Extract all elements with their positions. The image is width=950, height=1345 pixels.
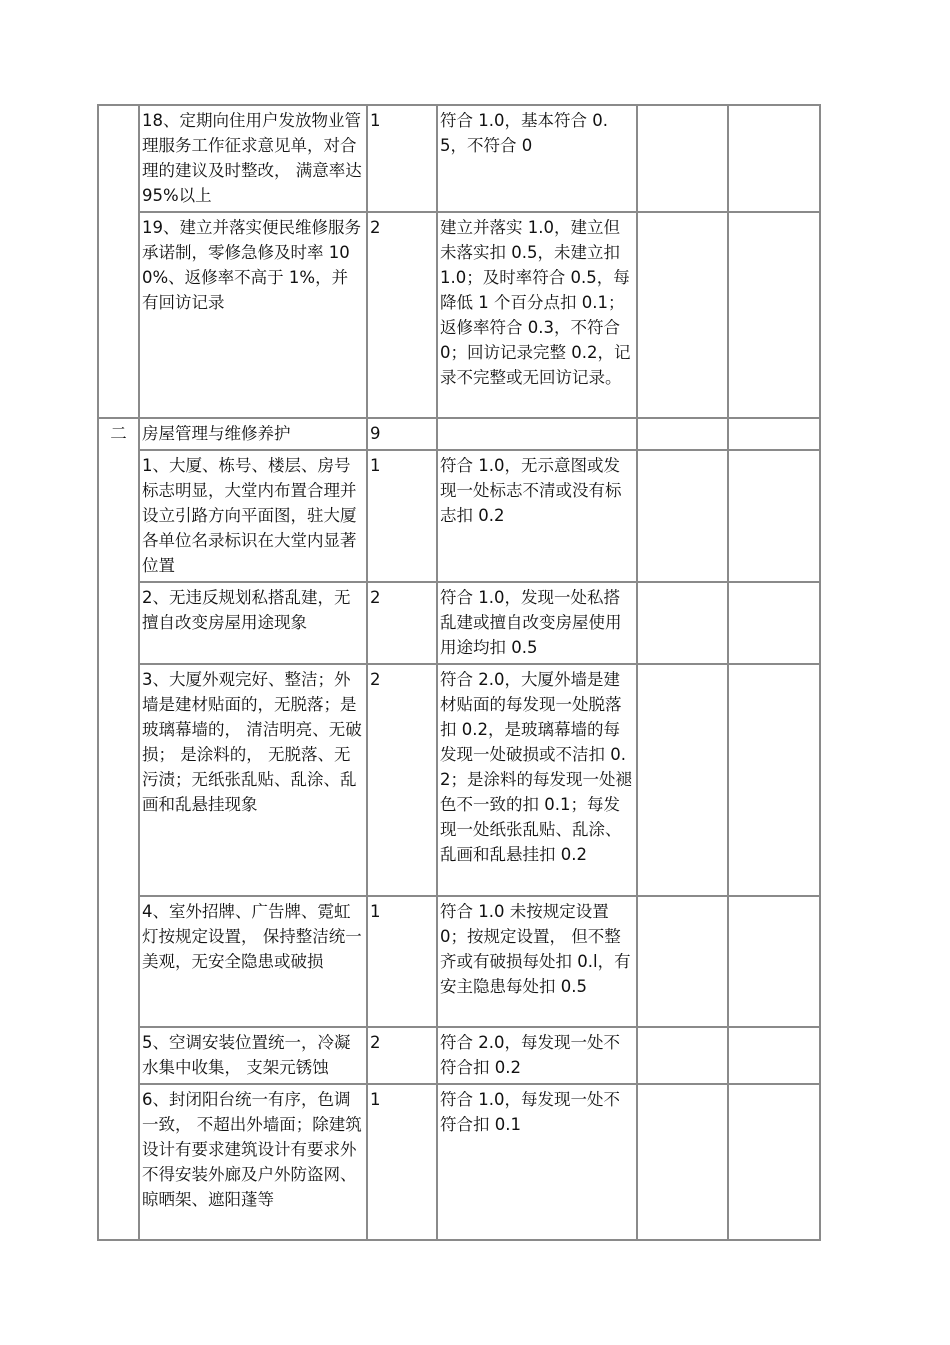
criteria-cell: 符合 1.0，无示意图或发现一处标志不清或没有标志扣 0.2 [437,450,637,582]
score-cell: 1 [367,450,437,582]
item-cell: 6、封闭阳台统一有序，色调一致， 不超出外墙面；除建筑设计有要求建筑设计有要求外不得安装外廊及户外防盗网、 晾晒架、遮阳蓬等 [139,1084,367,1240]
criteria-cell: 符合 1.0，发现一处私搭乱建或擅自改变房屋使用用途均扣 0.5 [437,582,637,664]
score-cell: 2 [367,664,437,896]
blank-cell [637,664,728,896]
item-cell: 19、建立并落实便民维修服务承诺制，零修急修及时率 100%、返修率不高于 1%，并有回访记录 [139,212,367,418]
score-cell: 2 [367,582,437,664]
item-cell: 1、大厦、栋号、楼层、房号标志明显，大堂内布置合理并设立引路方向平面图，驻大厦各单位名录标识在大堂内显著位置 [139,450,367,582]
item-cell: 2、无违反规划私搭乱建，无擅自改变房屋用途现象 [139,582,367,664]
criteria-cell: 符合 2.0，大厦外墙是建材贴面的每发现一处脱落扣 0.2，是玻璃幕墙的每发现一处破损或不洁扣 0.2；是涂料的每发现一处褪色不一致的扣 0.1；每发现一处纸张乱贴、乱涂、乱画和乱悬挂扣 0.2 [437,664,637,896]
table-row [98,418,820,450]
blank-cell [637,105,728,212]
item-cell: 5、空调安装位置统一，冷凝水集中收集， 支架元锈蚀 [139,1027,367,1084]
score-cell: 2 [367,212,437,418]
section-cell: 二 [98,418,139,1240]
blank-cell [437,418,637,450]
criteria-cell: 符合 1.0 未按规定设置 0；按规定设置， 但不整齐或有破损每处扣 0.l，有安主隐患每处扣 0.5 [437,896,637,1027]
blank-cell [637,450,728,582]
criteria-cell: 符合 1.0，每发现一处不符合扣 0.1 [437,1084,637,1240]
score-cell: 1 [367,1084,437,1240]
score-cell: 9 [367,418,437,450]
blank-cell [637,418,728,450]
blank-cell [728,582,820,664]
item-cell: 3、大厦外观完好、整洁；外墙是建材贴面的，无脱落；是玻璃幕墙的， 清洁明亮、无破损； 是涂料的， 无脱落、无污渍；无纸张乱贴、乱涂、乱画和乱悬挂现象 [139,664,367,896]
blank-cell [728,212,820,418]
blank-cell [728,105,820,212]
table-row [98,1084,820,1240]
score-cell: 2 [367,1027,437,1084]
table-row [98,450,820,582]
score-cell: 1 [367,105,437,212]
blank-cell [728,1027,820,1084]
blank-cell [637,212,728,418]
table-row [98,212,820,418]
criteria-cell: 符合 2.0，每发现一处不符合扣 0.2 [437,1027,637,1084]
blank-cell [637,1084,728,1240]
item-cell: 18、定期向住用户发放物业管理服务工作征求意见单，对合理的建议及时整改， 满意率达 95%以上 [139,105,367,212]
criteria-cell: 符合 1.0，基本符合 0.5，不符合 0 [437,105,637,212]
blank-cell [637,896,728,1027]
table-row [98,105,820,212]
evaluation-table [97,104,821,1241]
score-cell: 1 [367,896,437,1027]
table-row [98,1027,820,1084]
section-title: 房屋管理与维修养护 [139,418,367,450]
criteria-cell: 建立并落实 1.0，建立但未落实扣 0.5，未建立扣 1.0；及时率符合 0.5，每降低 1 个百分点扣 0.1；返修率符合 0.3，不符合 0；回访记录完整 0.2，记录不完整或无回访记录。 [437,212,637,418]
table-row [98,664,820,896]
blank-cell [728,1084,820,1240]
blank-cell [637,1027,728,1084]
blank-cell [637,582,728,664]
blank-cell [728,418,820,450]
blank-cell [728,450,820,582]
table-row [98,582,820,664]
section-cell [98,105,139,418]
table-row [98,896,820,1027]
item-cell: 4、室外招牌、广告牌、霓虹灯按规定设置， 保持整洁统一美观，无安全隐患或破损 [139,896,367,1027]
blank-cell [728,664,820,896]
blank-cell [728,896,820,1027]
